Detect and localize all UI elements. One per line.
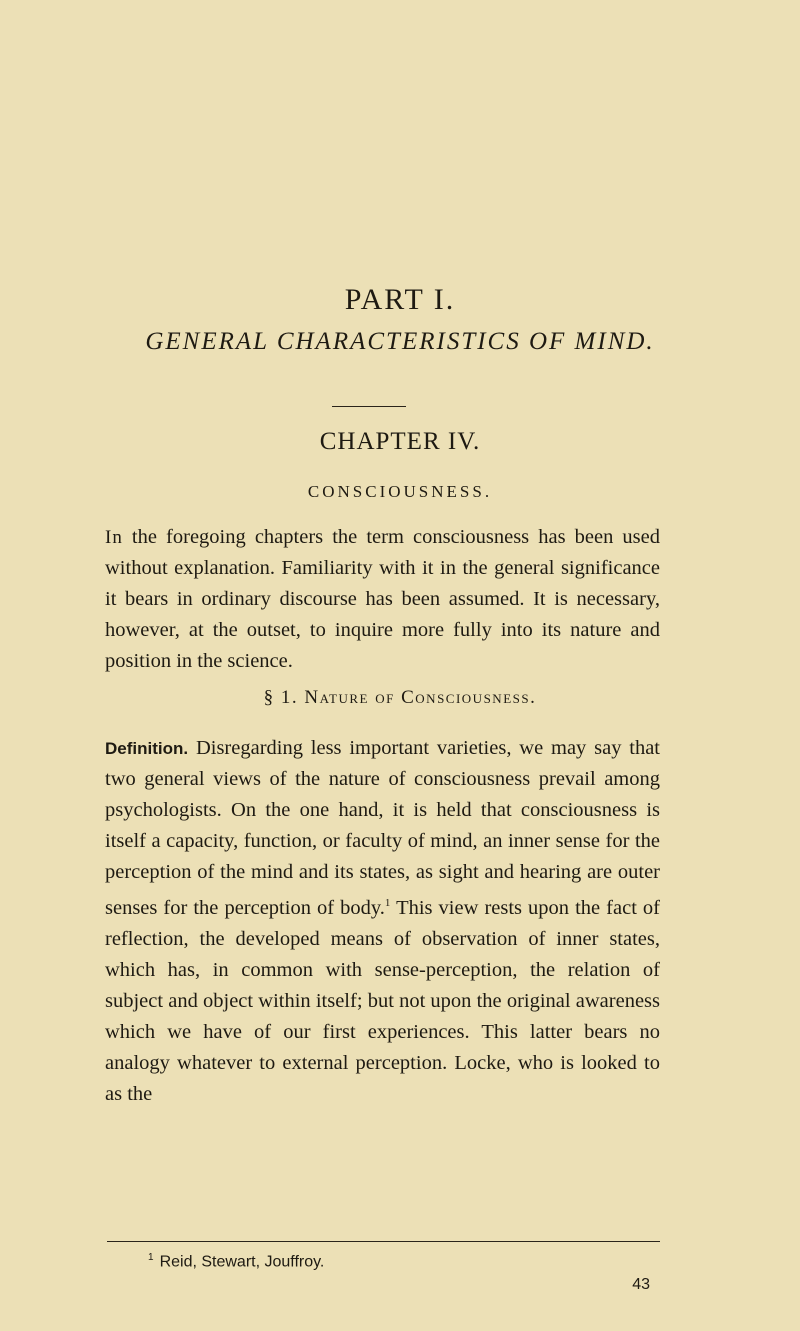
intro-paragraph-text: the foregoing chapters the term consciousness has been used without explanation. Familiarity with it in the general significance it bears in ordinary discourse has been assumed. It is necessary, however, at the outset, to inquire more fully into its nature and position in the science. <box>105 526 661 672</box>
chapter-subtitle: CONSCIOUSNESS. <box>307 482 493 501</box>
footnote-mark: 1 <box>148 1252 154 1263</box>
footnote-text: Reid, Stewart, Jouffroy. <box>159 1253 325 1271</box>
page-number: 43 <box>632 1276 650 1293</box>
definition-paragraph <box>105 733 660 1110</box>
footnote <box>148 1252 658 1271</box>
part-subtitle: GENERAL CHARACTERISTICS OF MIND. <box>145 328 655 355</box>
definition-text-before-note: Disregarding less important varieties, we may say that two general views of the nature of consciousness prevail among psychologists. On the one hand, it is held that consciousness is itself a capacity, function, or faculty of mind, an inner sense for the perception of the mind and its states, as sight and hearing are outer senses for the perception of body. <box>105 737 661 919</box>
footnote-rule <box>107 1241 660 1242</box>
divider-rule <box>332 406 406 407</box>
section-number: § 1. <box>263 687 299 708</box>
intro-first-word: In <box>105 527 123 548</box>
chapter-title: CHAPTER IV. <box>319 428 481 455</box>
part-title: PART I. <box>344 283 456 316</box>
definition-text-after-note: This view rests upon the fact of reflection, the developed means of observation of inner states, which has, in common with sense-perception, the relation of subject and object within itself; but not upon the original awareness which we have of our first experiences. This latter bears no analogy whatever to external perception. Locke, who is looked to as the <box>105 896 661 1105</box>
footnote-reference: 1 <box>384 897 391 909</box>
intro-paragraph <box>105 522 660 677</box>
section-heading <box>0 687 800 709</box>
section-title: Nature of Consciousness. <box>304 687 537 708</box>
definition-sidehead: Definition. <box>105 739 189 758</box>
